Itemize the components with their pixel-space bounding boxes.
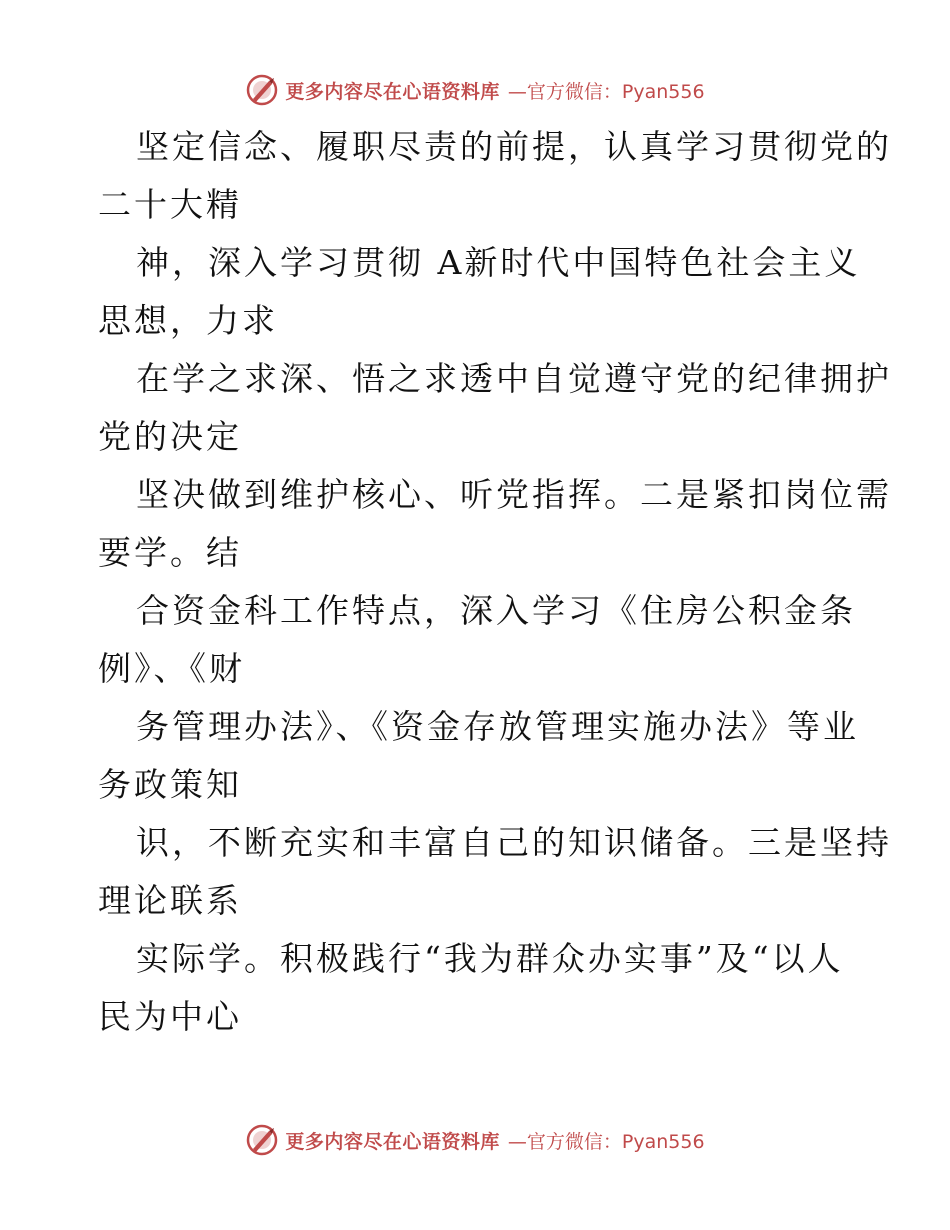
body-line: 务管理办法》、《资金存放管理实施办法》等业 [136, 707, 859, 746]
header-banner-text: 更多内容尽在心语资料库 [285, 80, 500, 103]
body-line: 坚定信念、履职尽责的前提，认真学习贯彻党的 [136, 127, 892, 166]
footer-banner-inner [245, 1123, 704, 1157]
document-body [98, 118, 892, 1046]
body-line: 务政策知 [98, 765, 242, 804]
footer-banner [0, 1120, 950, 1160]
body-line: 实际学。积极践行“我为群众办实事”及“以人 [136, 939, 844, 978]
header-banner-suffix: —官方微信：Pyan556 [507, 80, 705, 103]
body-line: 在学之求深、悟之求透中自觉遵守党的纪律拥护 [136, 359, 892, 398]
footer-banner-suffix: —官方微信：Pyan556 [507, 1130, 705, 1153]
body-line: 二十大精 [98, 185, 242, 224]
body-line: 要学。结 [98, 533, 242, 572]
quill-pen-seal-icon [245, 1123, 279, 1157]
header-banner [0, 70, 950, 110]
body-line: 合资金科工作特点，深入学习《住房公积金条 [136, 591, 856, 630]
body-line: 坚决做到维护核心、听党指挥。二是紧扣岗位需 [136, 475, 892, 514]
body-line: 民为中心 [98, 997, 242, 1036]
body-line: 例》、《财 [98, 649, 245, 688]
body-line: 神，深入学习贯彻 A新时代中国特色社会主义 [136, 243, 861, 282]
header-banner-inner [245, 73, 704, 107]
body-line: 识，不断充实和丰富自己的知识储备。三是坚持 [136, 823, 892, 862]
body-line: 理论联系 [98, 881, 242, 920]
footer-banner-text: 更多内容尽在心语资料库 [285, 1130, 500, 1153]
body-line: 党的决定 [98, 417, 242, 456]
quill-pen-seal-icon [245, 73, 279, 107]
body-line: 思想，力求 [98, 301, 278, 340]
